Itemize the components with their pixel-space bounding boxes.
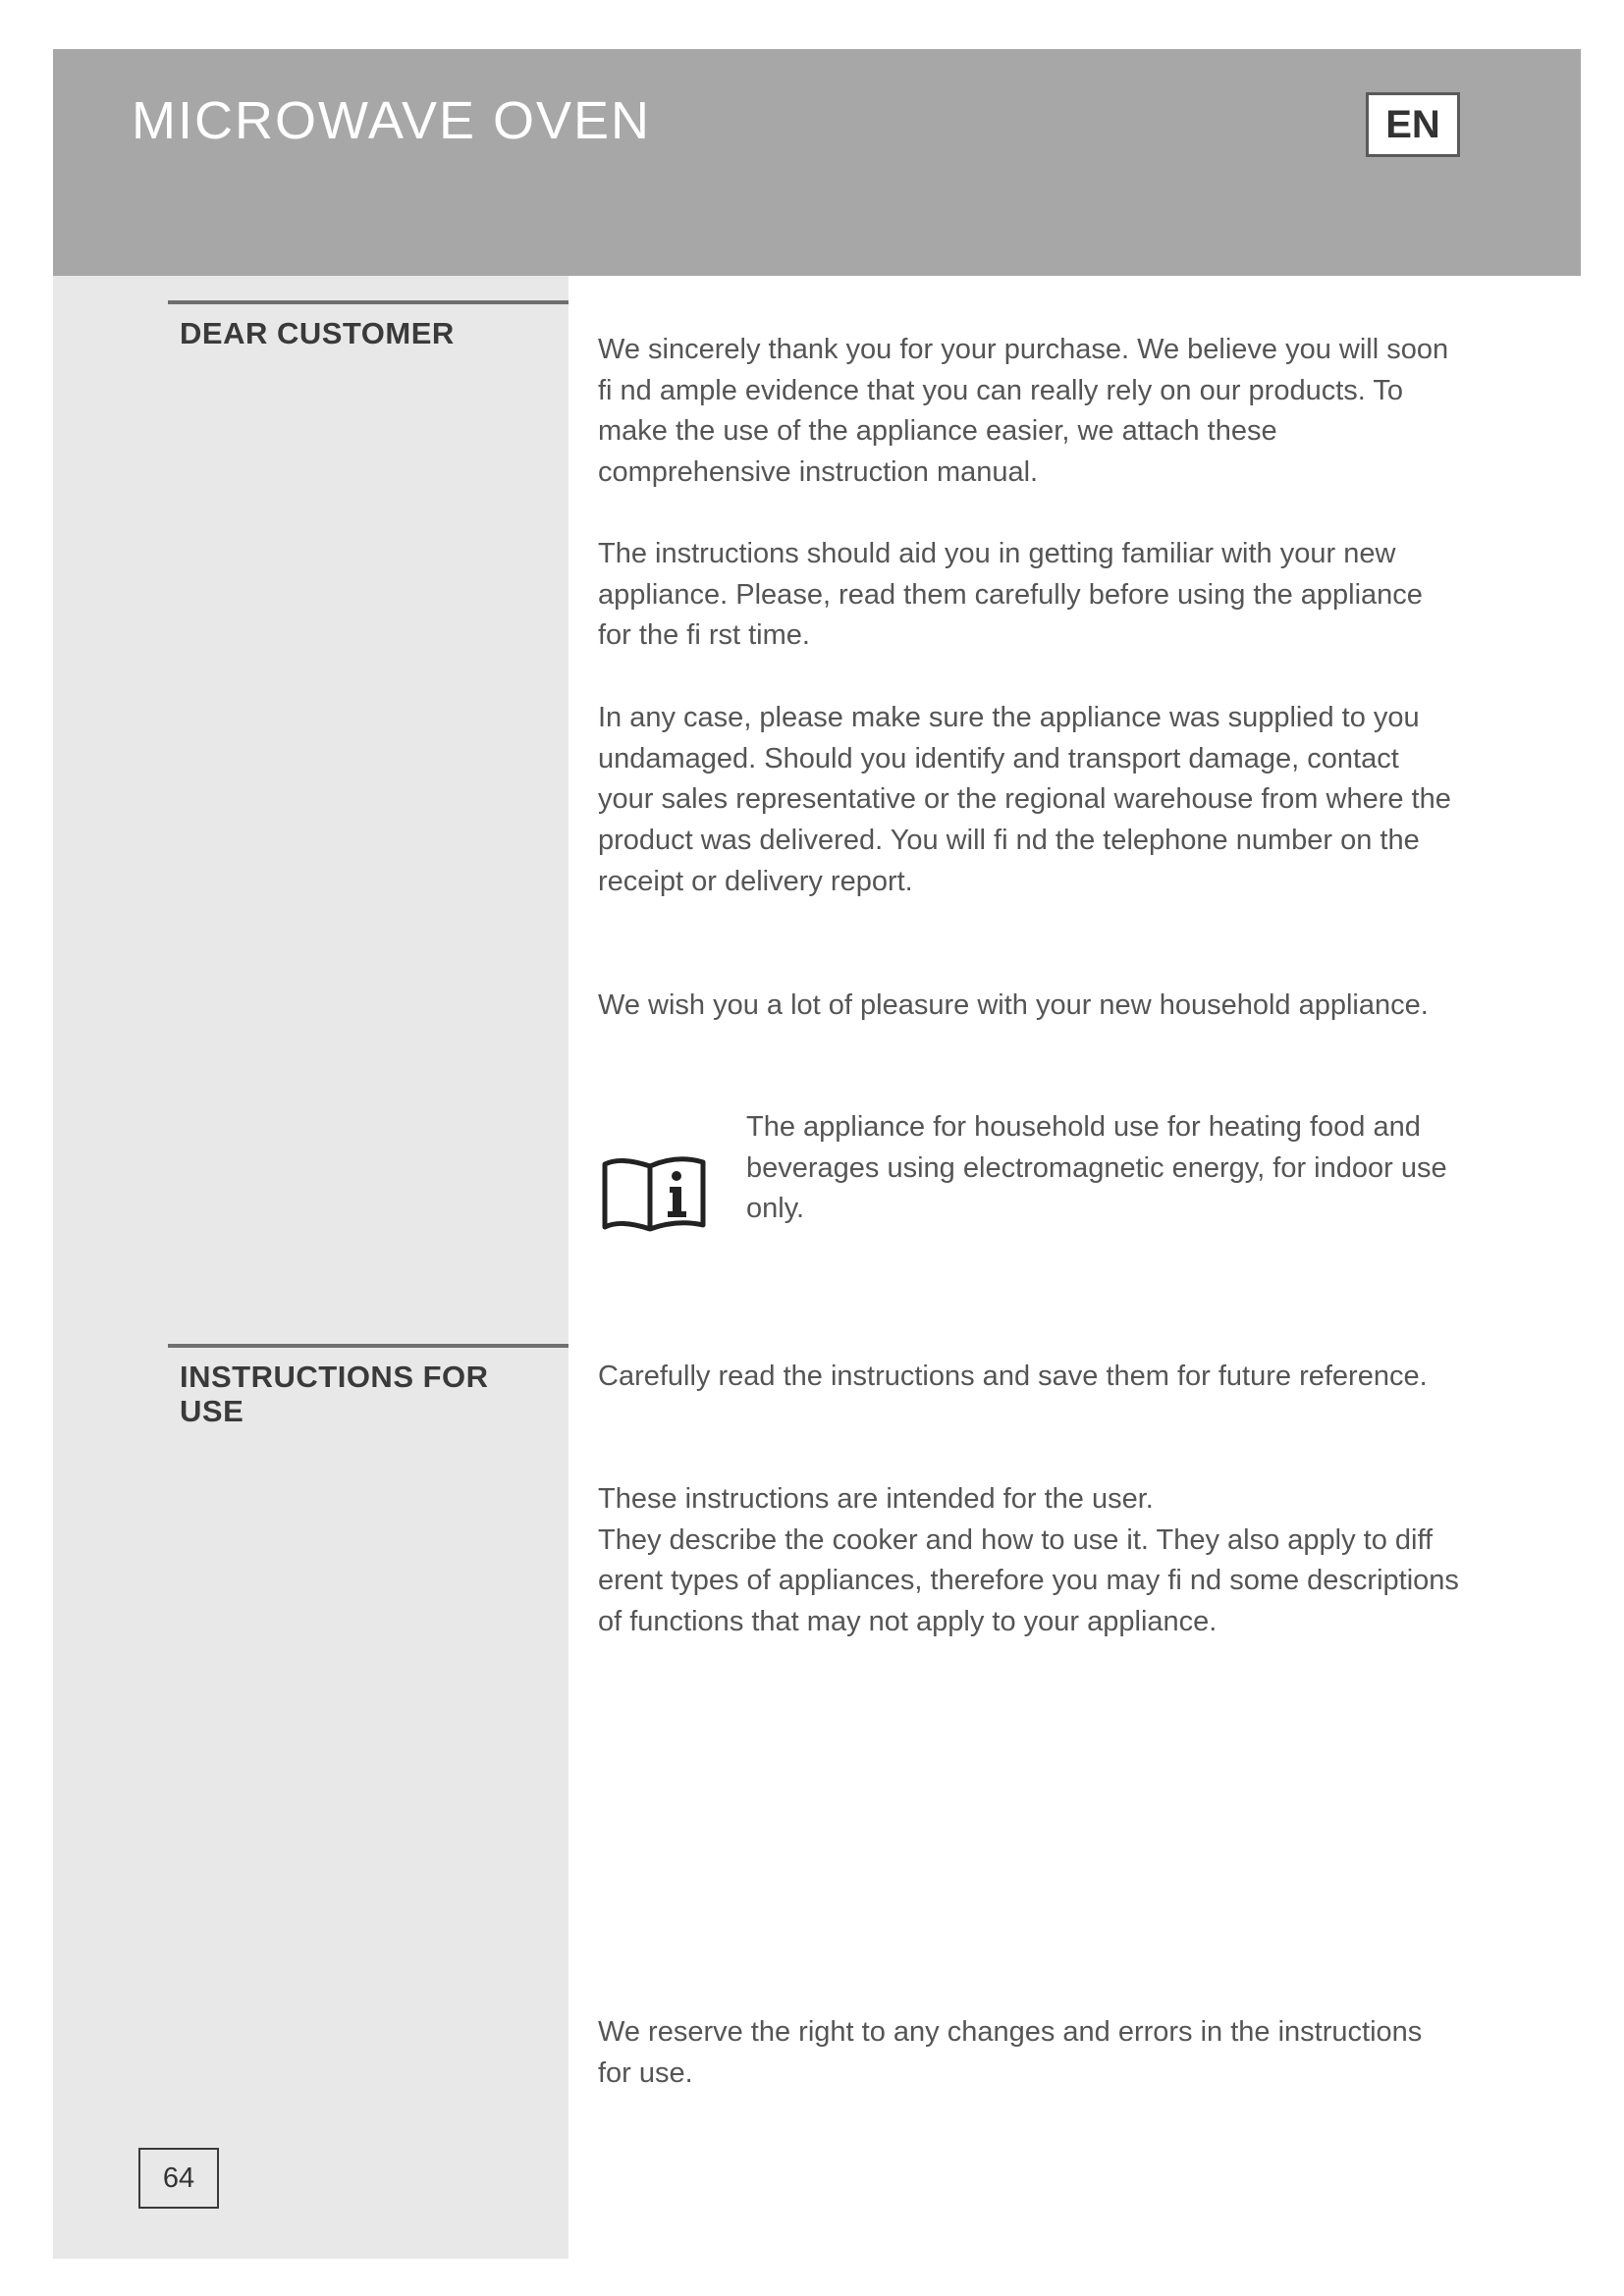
instructions-paragraph-1: Carefully read the instructions and save them for future reference. [598, 1361, 1428, 1392]
disclaimer-text: We reserve the right to any changes and errors in the instructions for use. [598, 2016, 1423, 2089]
dear-customer-paragraph-3: In any case, please make sure the appliance was supplied to you undamaged. Should you identify and transport damage, contact your sales representative or the regional warehouse from where the product was delivered. You will fi nd the telephone number on the receipt or delivery report. [598, 702, 1451, 897]
language-badge: EN [1366, 92, 1460, 157]
document-title: MICROWAVE OVEN [132, 91, 652, 150]
section-heading-instructions: INSTRUCTIONS FOR USE [180, 1360, 489, 1428]
info-manual-icon [601, 1150, 707, 1235]
section-divider-instructions [168, 1344, 568, 1348]
section-divider-dear-customer [168, 300, 568, 304]
page-header [53, 49, 1581, 276]
page-number: 64 [138, 2148, 219, 2209]
instructions-paragraph-2: These instructions are intended for the user. They describe the cooker and how to use it. They also apply to diff erent types of appliances, therefore you may fi nd some descriptions of functions that may not apply to your appliance. [598, 1483, 1459, 1638]
dear-customer-paragraph-1: We sincerely thank you for your purchase. We believe you will soon fi nd ample evidence that you can really rely on our products. To make the use of the appliance easier, we attach these comprehensive instruction manual. [598, 334, 1449, 489]
dear-customer-paragraph-2: The instructions should aid you in getting familiar with your new appliance. Please, read them carefully before using the appliance for the fi rst time. [598, 538, 1423, 652]
section-heading-dear-customer: DEAR CUSTOMER [180, 316, 455, 350]
left-sidebar [53, 276, 568, 2259]
dear-customer-paragraph-4: We wish you a lot of pleasure with your new household appliance. [598, 989, 1429, 1021]
info-note: The appliance for household use for heating food and beverages using electromagnetic energy, for indoor use only. [746, 1111, 1447, 1225]
